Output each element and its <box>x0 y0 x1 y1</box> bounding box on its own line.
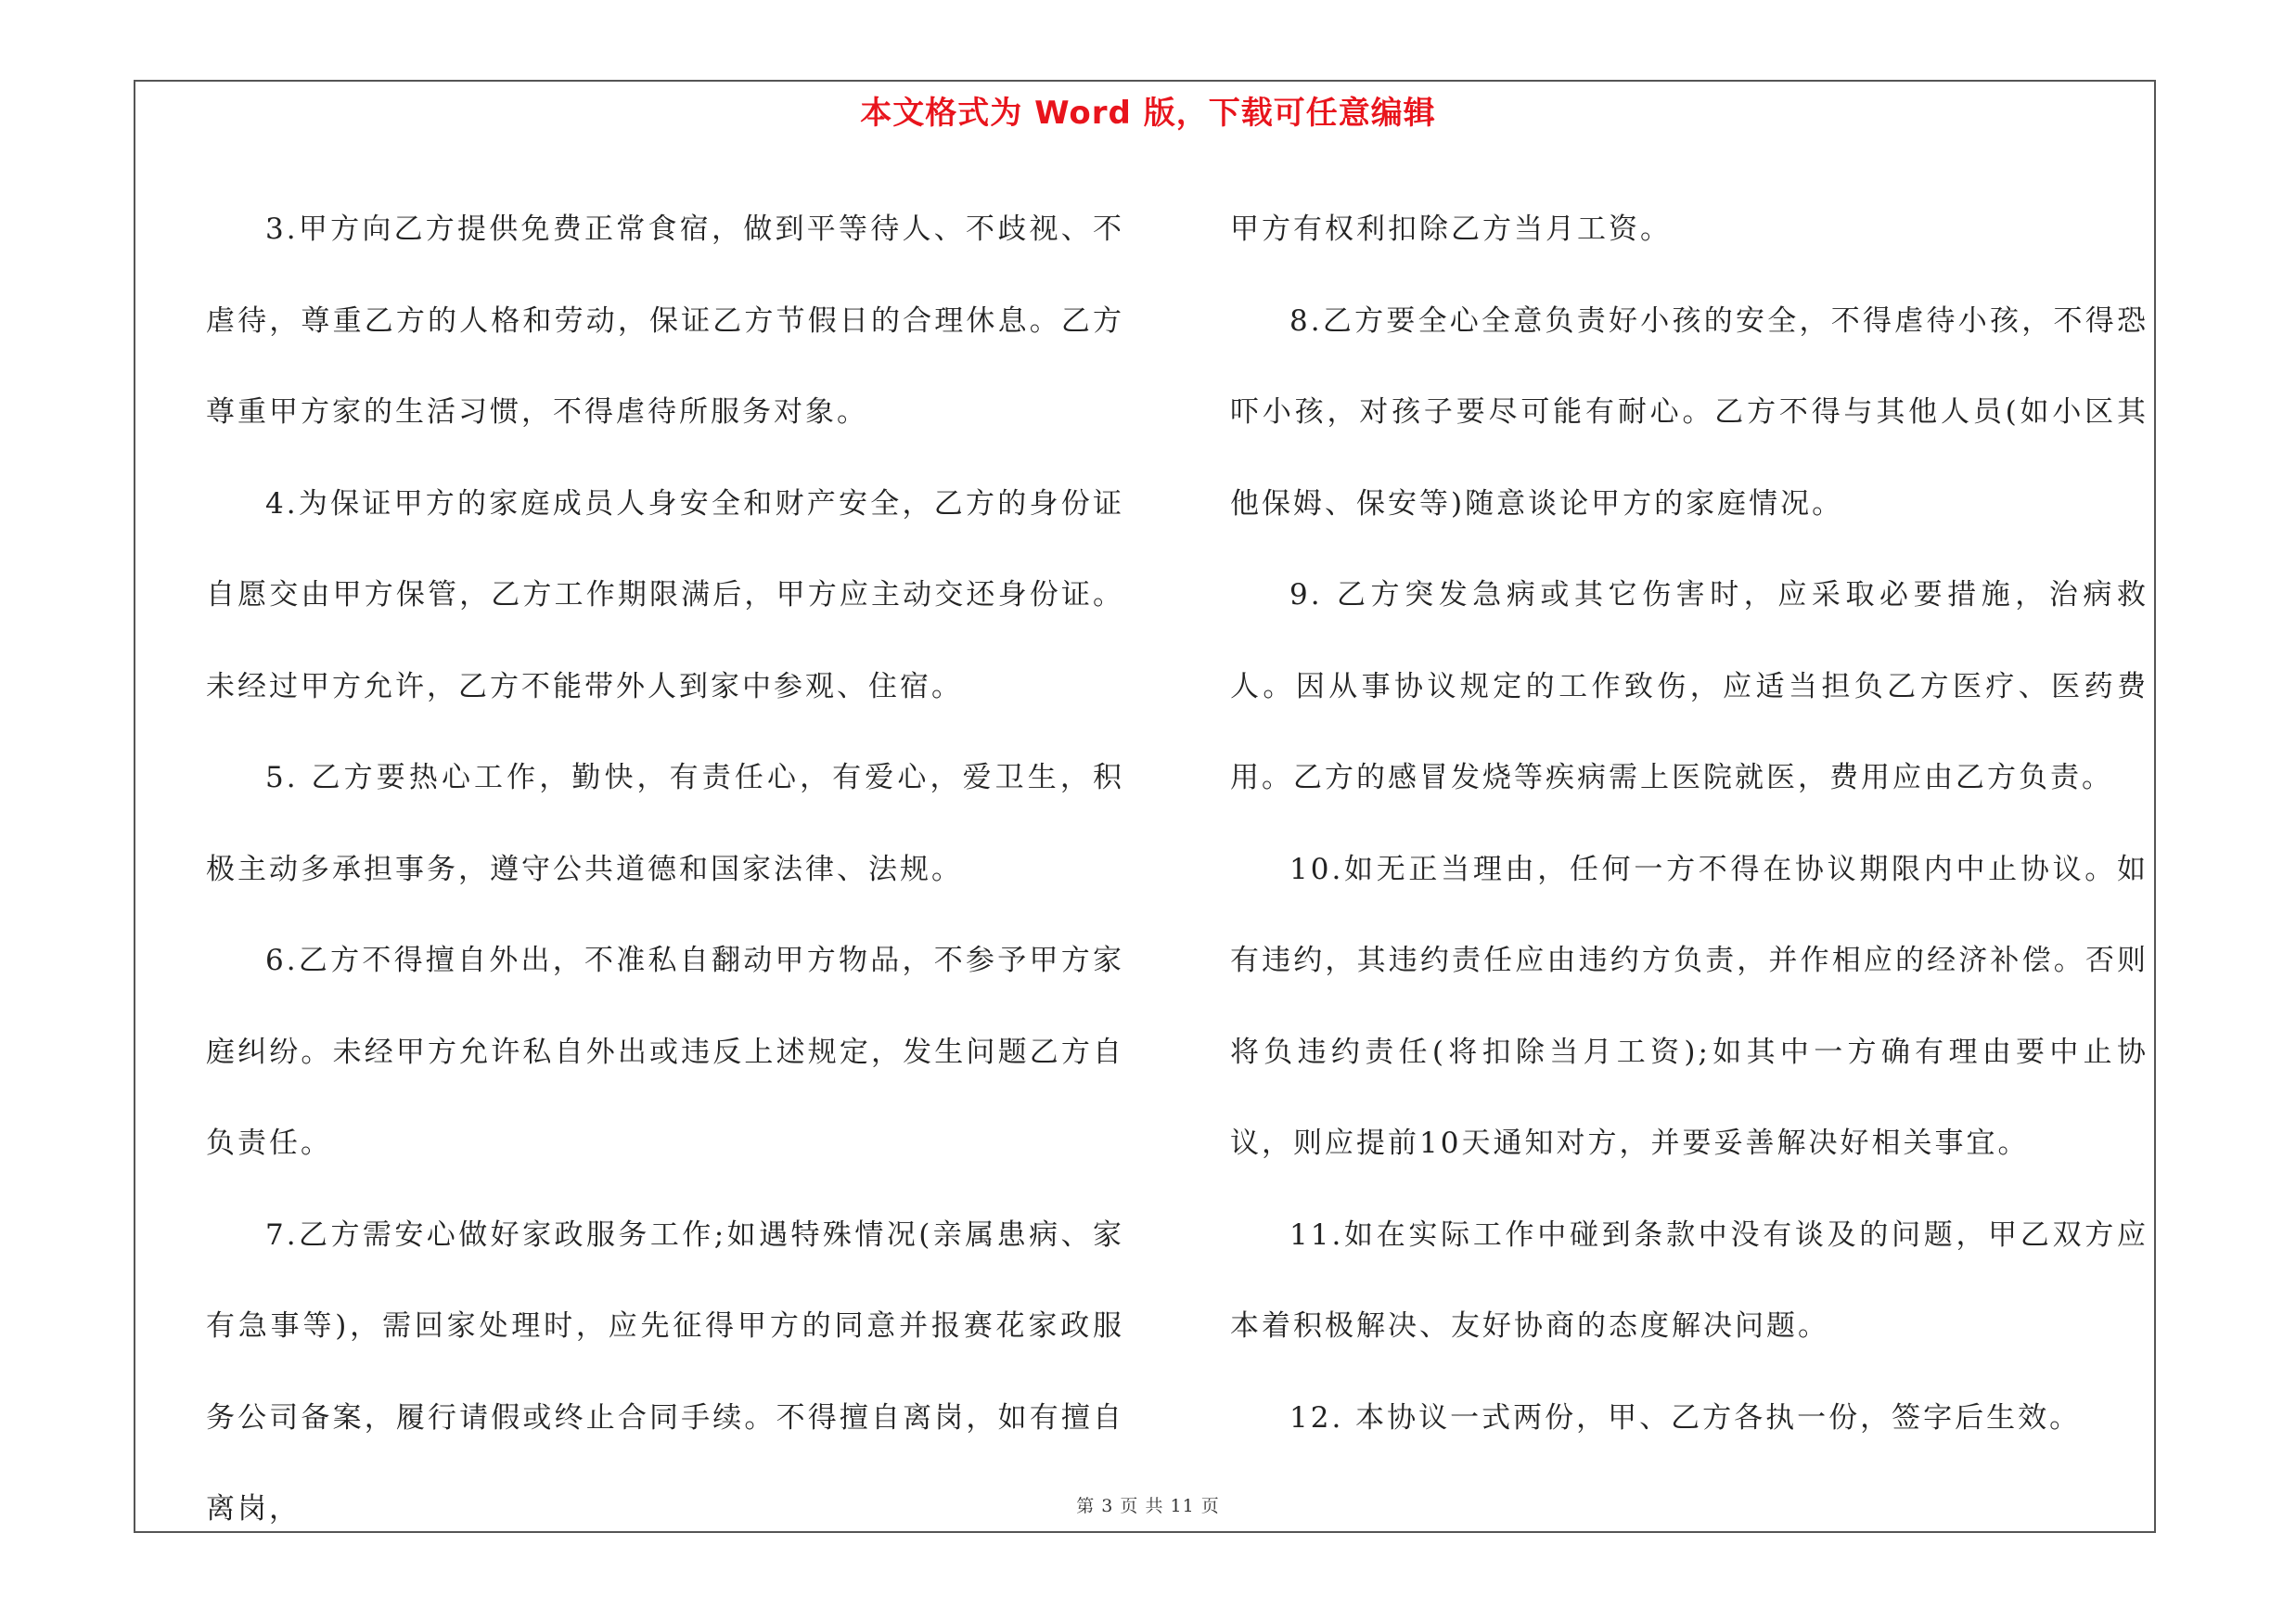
clause-9: 9. 乙方突发急病或其它伤害时，应采取必要措施，治病救人。因从事协议规定的工作致伤，应适当担负乙方医疗、医药费用。乙方的感冒发烧等疾病需上医院就医，费用应由乙方负责。 <box>1230 578 2148 794</box>
clause-4: 4.为保证甲方的家庭成员人身安全和财产安全，乙方的身份证自愿交由甲方保管，乙方工作期限满后，甲方应主动交还身份证。未经过甲方允许，乙方不能带外人到家中参观、住宿。 <box>206 486 1124 703</box>
clause-5: 5. 乙方要热心工作，勤快，有责任心，有爱心，爱卫生，积极主动多承担事务，遵守公共道德和国家法律、法规。 <box>206 761 1124 886</box>
format-banner: 本文格式为 Word 版，下载可任意编辑 <box>860 95 1436 132</box>
page-number: 第 3 页 共 11 页 <box>1076 1496 1220 1516</box>
clause-7-continuation: 甲方有权利扣除乙方当月工资。 <box>1230 213 1672 246</box>
left-column <box>206 184 1124 1555</box>
clause-10: 10.如无正当理由，任何一方不得在协议期限内中止协议。如有违约，其违约责任应由违约方负责，并作相应的经济补偿。否则将负违约责任(将扣除当月工资);如其中一方确有理由要中止协议，则应提前10天通知对方，并要妥善解决好相关事宜。 <box>1230 852 2148 1160</box>
right-column <box>1230 184 2148 1463</box>
clause-8: 8.乙方要全心全意负责好小孩的安全，不得虐待小孩，不得恐吓小孩，对孩子要尽可能有耐心。乙方不得与其他人员(如小区其他保姆、保安等)随意谈论甲方的家庭情况。 <box>1230 303 2148 521</box>
clause-7: 7.乙方需安心做好家政服务工作;如遇特殊情况(亲属患病、家有急事等)，需回家处理时，应先征得甲方的同意并报赛花家政服务公司备案，履行请假或终止合同手续。不得擅自离岗，如有擅自离岗， <box>206 1217 1124 1526</box>
clause-11: 11.如在实际工作中碰到条款中没有谈及的问题，甲乙双方应本着积极解决、友好协商的态度解决问题。 <box>1230 1217 2148 1343</box>
clause-12: 12. 本协议一式两份，甲、乙方各执一份，签字后生效。 <box>1289 1400 2082 1435</box>
clause-3: 3.甲方向乙方提供免费正常食宿，做到平等待人、不歧视、不虐待，尊重乙方的人格和劳动，保证乙方节假日的合理休息。乙方尊重甲方家的生活习惯，不得虐待所服务对象。 <box>206 213 1124 429</box>
clause-6: 6.乙方不得擅自外出，不准私自翻动甲方物品，不参予甲方家庭纠纷。未经甲方允许私自外出或违反上述规定，发生问题乙方自负责任。 <box>206 944 1124 1160</box>
